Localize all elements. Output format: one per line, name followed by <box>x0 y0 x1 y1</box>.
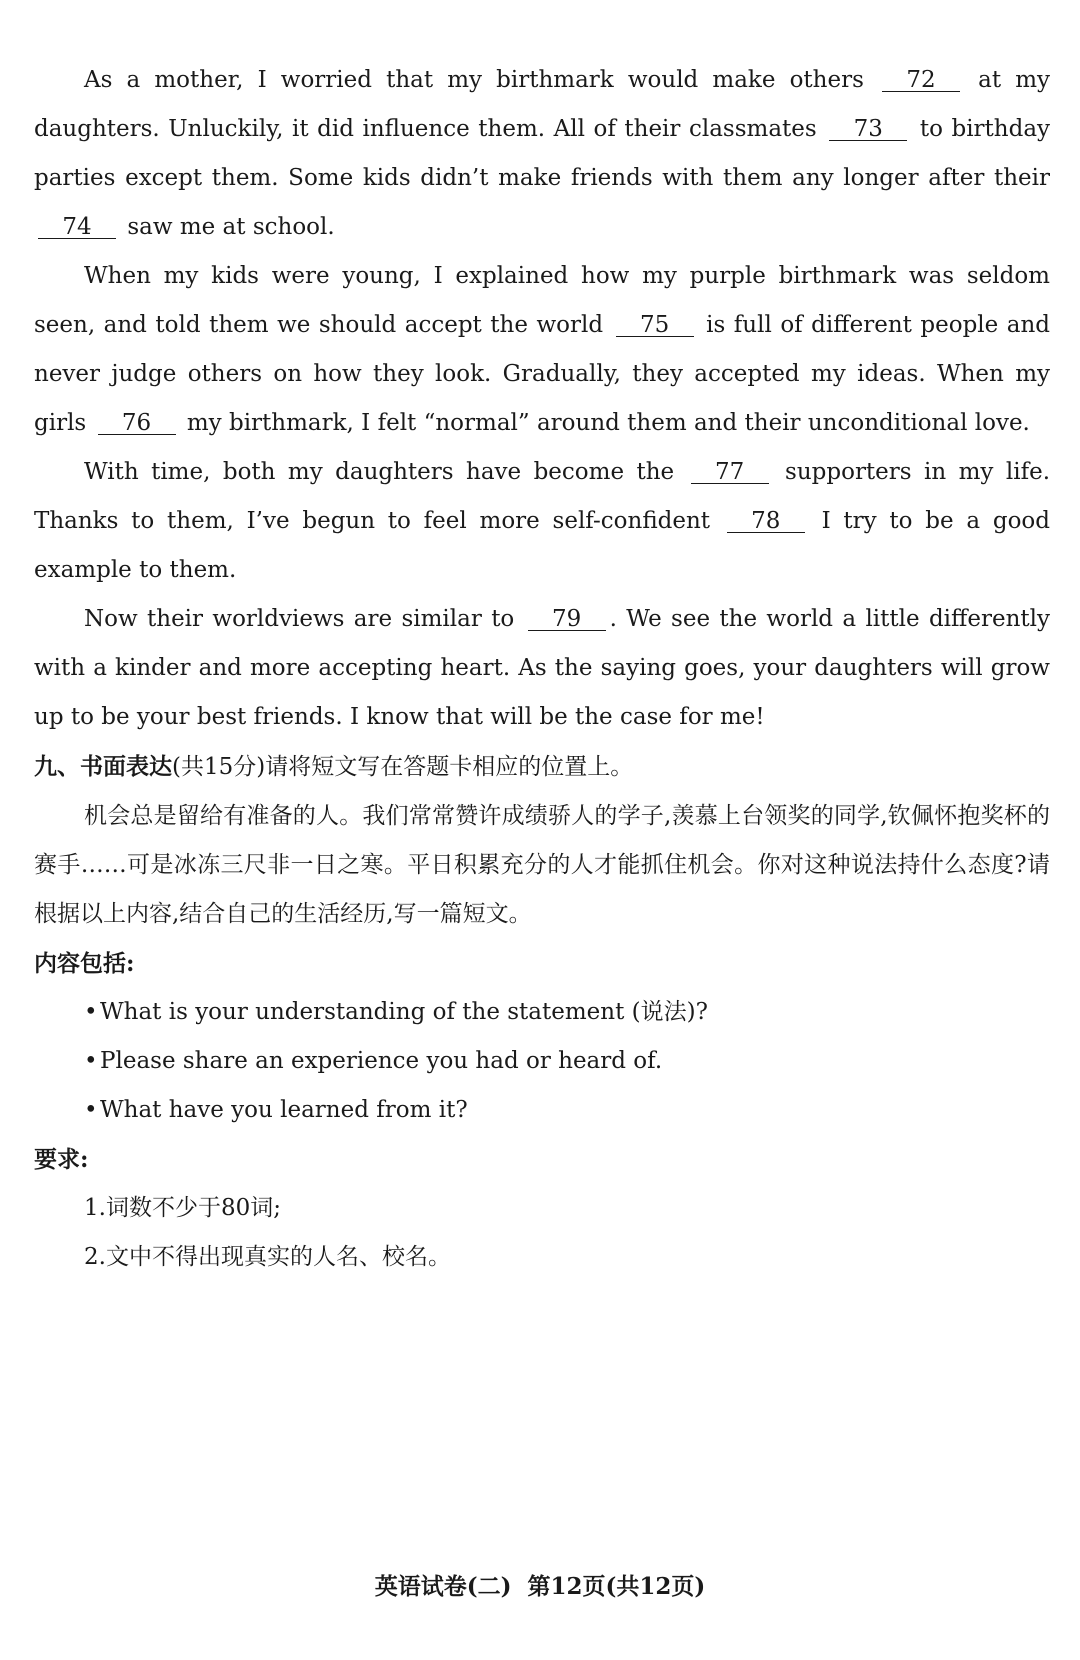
passage-text: Now their worldviews are similar to <box>84 606 515 632</box>
blank-79: 79 <box>528 608 606 631</box>
blank-74: 74 <box>38 216 116 239</box>
content-label: 内容包括: <box>34 950 135 977</box>
passage-text: supporters in my life. Thanks to them, I’ve begun to feel more self-confident <box>34 459 1051 534</box>
passage-text: When my kids were young, I explained how my purple birthmark was seldom seen, and told them we should accept the world <box>34 263 1050 338</box>
passage-text: saw me at school. <box>127 214 335 240</box>
requirement-2: 2.文中不得出现真实的人名、校名。 <box>84 1244 451 1270</box>
passage-text: With time, both my daughters have become the <box>84 459 675 485</box>
requirements-label: 要求: <box>34 1146 89 1173</box>
blank-77: 77 <box>691 461 769 484</box>
passage-text: my birthmark, I felt “normal” around them and their unconditional love. <box>186 410 1030 436</box>
section-9-title: 九、书面表达 <box>34 753 172 780</box>
passage-paragraph-1 <box>34 56 1050 252</box>
bullet-icon: • <box>84 1097 98 1123</box>
passage-text: I try to be a good example to them. <box>34 508 1050 583</box>
bullet-text: What is your understanding of the statement (说法)? <box>100 999 708 1025</box>
footer-text: 英语试卷(二) 第12页(共12页) <box>374 1573 706 1600</box>
page-footer <box>0 1568 1080 1601</box>
passage-paragraph-2 <box>34 252 1050 448</box>
requirement-1: 1.词数不少于80词; <box>84 1195 281 1221</box>
section-9-heading <box>34 742 1050 792</box>
bullet-icon: • <box>84 1048 98 1074</box>
writing-prompt: 机会总是留给有准备的人。我们常常赞许成绩骄人的学子,羡慕上台领奖的同学,钦佩怀抱奖杯的赛手……可是冰冻三尺非一日之寒。平日积累充分的人才能抓住机会。你对这种说法持什么态度?请根据以上内容,结合自己的生活经历,写一篇短文。 <box>34 803 1050 927</box>
passage-text: is full of different people and never judge others on how they look. Gradually, they accepted my ideas. When my girls <box>34 312 1051 436</box>
bullet-icon: • <box>84 999 98 1025</box>
passage-text: to birthday parties except them. Some kids didn’t make friends with them any longer after their <box>34 116 1051 191</box>
passage-paragraph-3 <box>34 448 1050 595</box>
content-bullet-2 <box>34 1037 1050 1086</box>
blank-73: 73 <box>829 118 907 141</box>
passage-text: As a mother, I worried that my birthmark would make others <box>84 67 864 93</box>
bullet-text: What have you learned from it? <box>100 1097 468 1123</box>
blank-78: 78 <box>727 510 805 533</box>
content-bullet-3 <box>34 1086 1050 1135</box>
exam-page <box>34 56 1050 1282</box>
section-9-note: (共15分)请将短文写在答题卡相应的位置上。 <box>172 754 634 780</box>
bullet-text: Please share an experience you had or heard of. <box>100 1048 663 1074</box>
blank-75: 75 <box>616 314 694 337</box>
blank-76: 76 <box>98 412 176 435</box>
passage-text: at my daughters. Unluckily, it did influence them. All of their classmates <box>34 67 1051 142</box>
content-bullet-1 <box>34 988 1050 1037</box>
passage-paragraph-4 <box>34 595 1050 742</box>
blank-72: 72 <box>882 69 960 92</box>
passage-text: . We see the world a little differently with a kinder and more accepting heart. As the saying goes, your daughters will grow up to be your best friends. I know that will be the case for me! <box>34 606 1050 730</box>
